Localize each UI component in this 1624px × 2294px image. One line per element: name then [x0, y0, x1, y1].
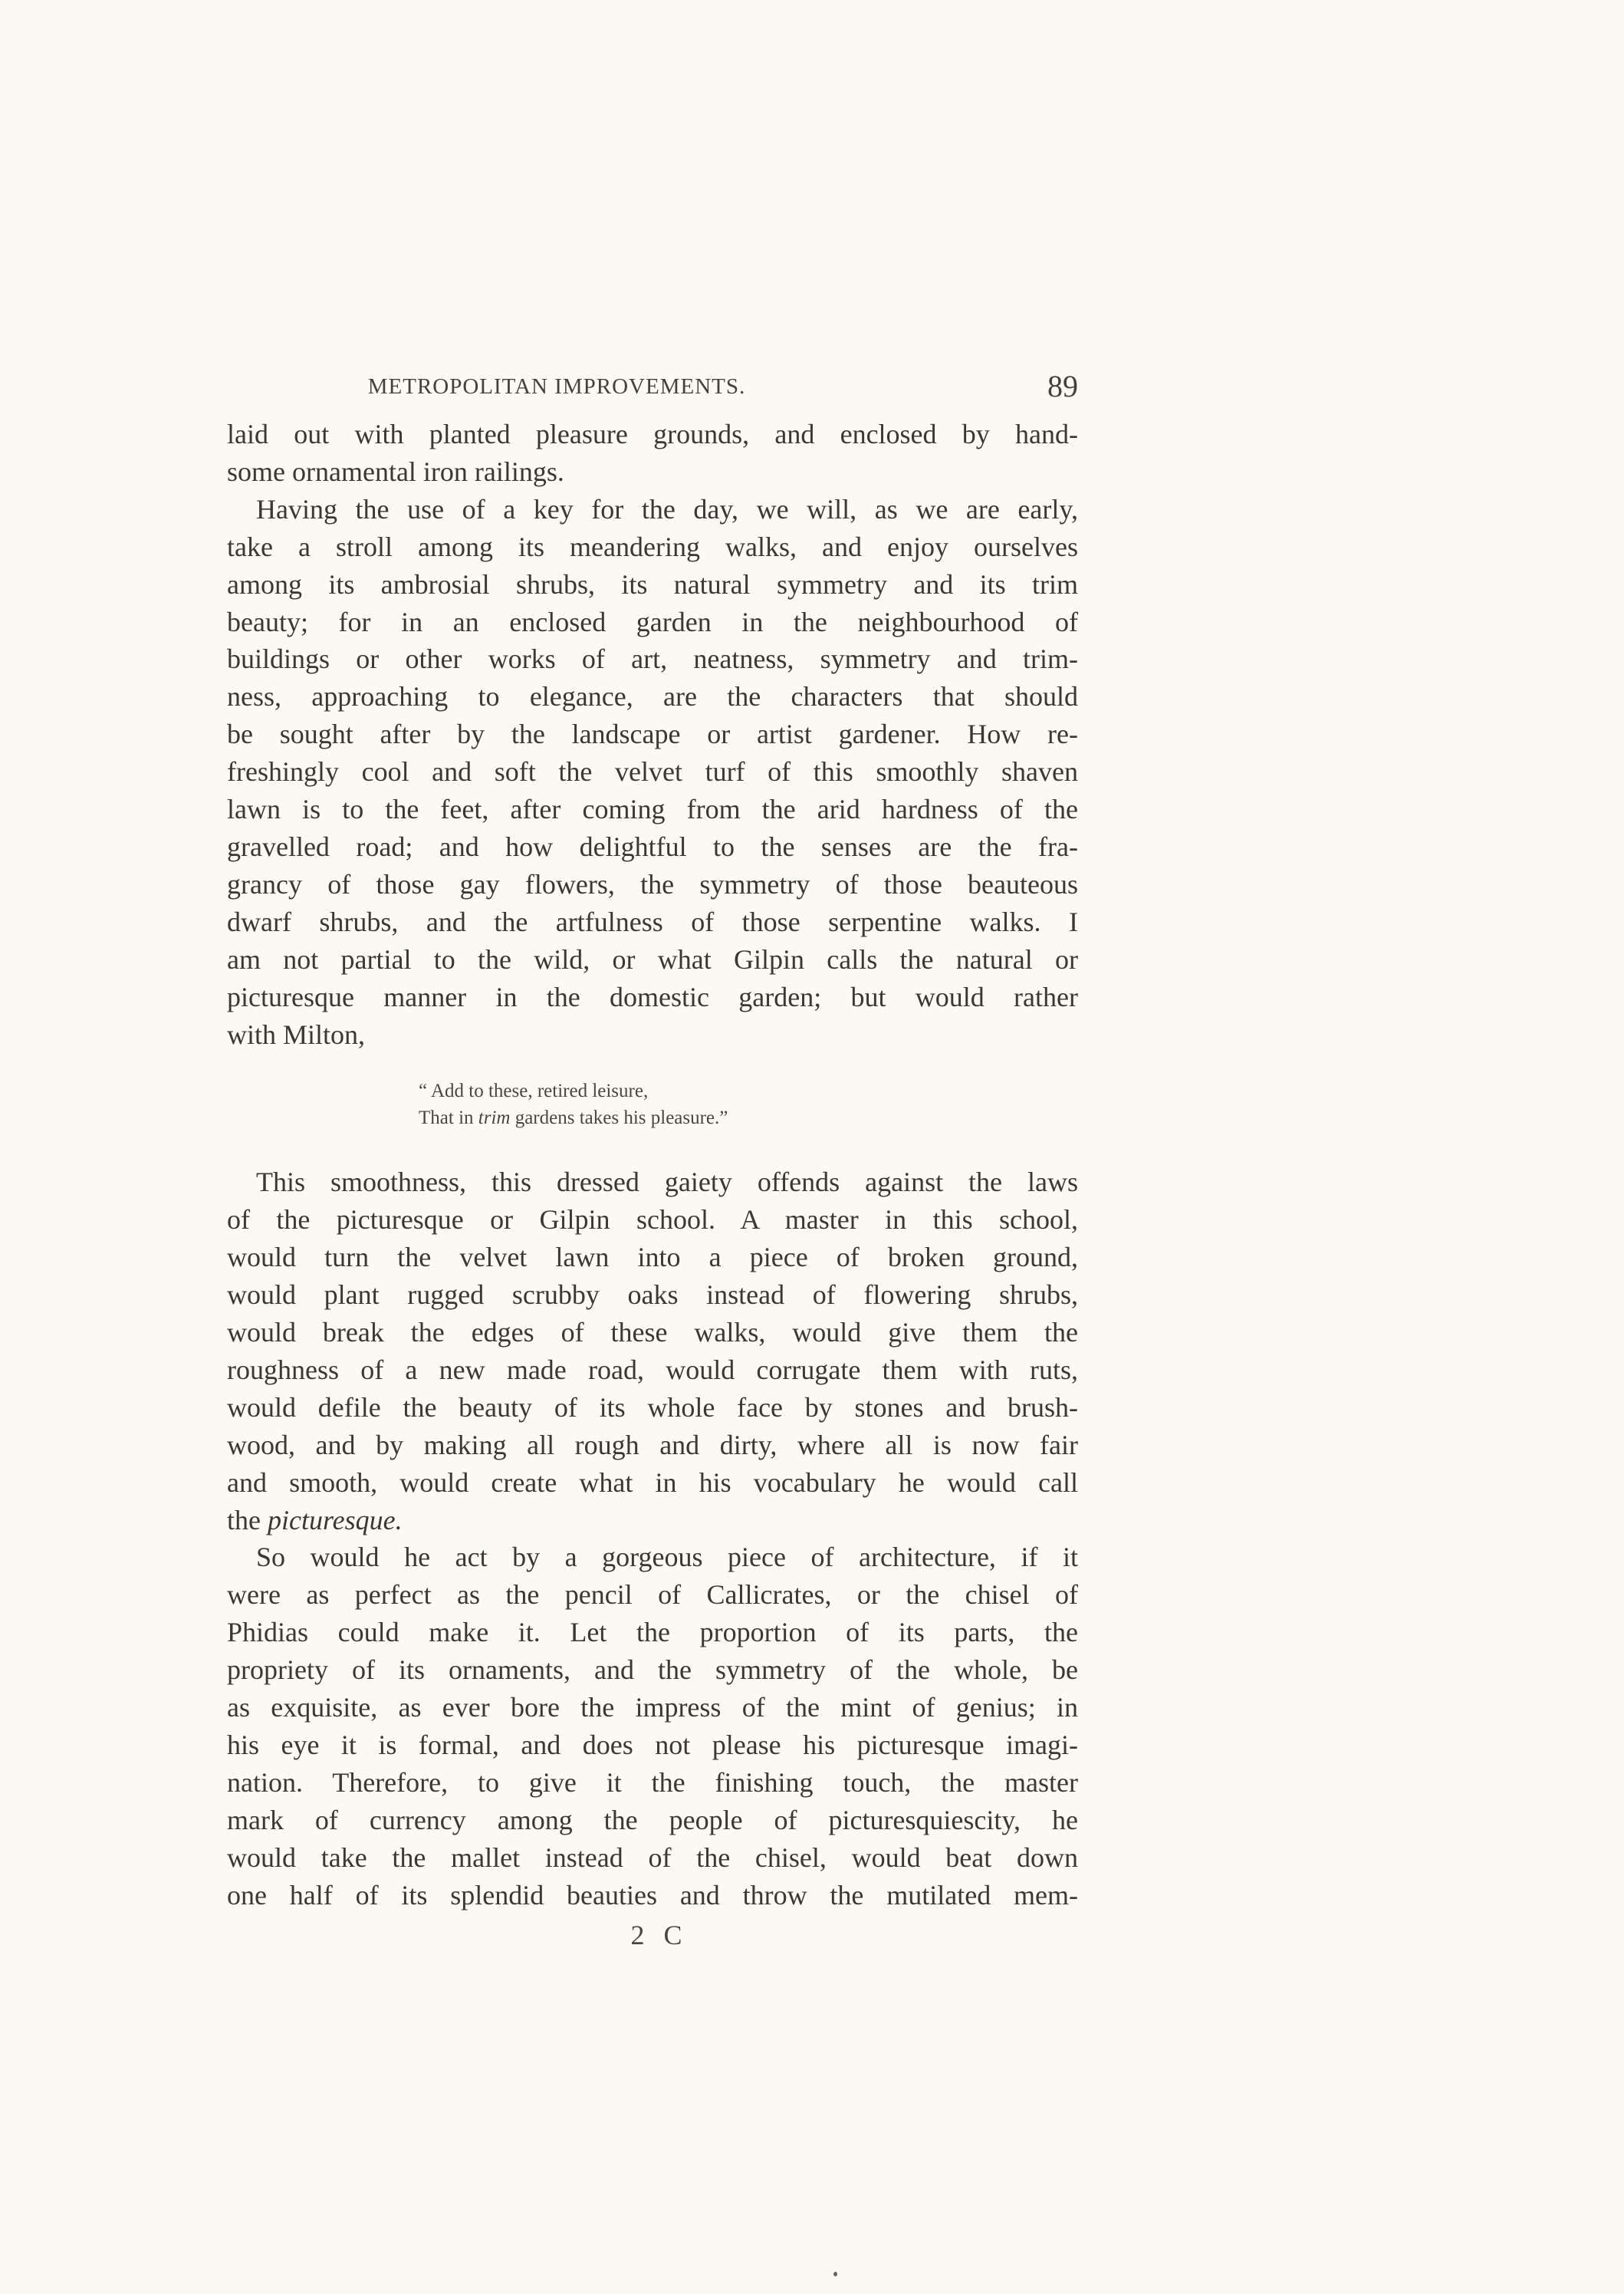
text-line: beauty; for in an enclosed garden in the neighbourhood of	[227, 606, 1078, 637]
text-line	[227, 1502, 1078, 1539]
text-line: dwarf shrubs, and the artfulness of those serpentine walks. I	[227, 906, 1078, 937]
text-line: Phidias could make it. Let the proportion of its parts, the	[227, 1617, 1078, 1648]
verse-quotation	[227, 1078, 1078, 1131]
text-line: would break the edges of these walks, would give them the	[227, 1317, 1078, 1348]
paragraph-4	[227, 1539, 1078, 1914]
text-line: would take the mallet instead of the chisel, would beat down	[227, 1841, 1078, 1873]
text-line: his eye it is formal, and does not please his picturesque imagi-	[227, 1730, 1078, 1760]
text-line: and smooth, would create what in his vocabulary he would call	[227, 1466, 1078, 1498]
text-fragment: the	[227, 1504, 268, 1535]
text-line: Having the use of a key for the day, we will, as we are early,	[256, 493, 1078, 525]
text-line: as exquisite, as ever bore the impress of the mint of genius; in	[227, 1692, 1078, 1723]
text-line: wood, and by making all rough and dirty, where all is now fair	[227, 1429, 1078, 1460]
signature-mark: 2 C	[630, 1920, 689, 1950]
text-line: would plant rugged scrubby oaks instead of flowering shrubs,	[227, 1279, 1078, 1311]
paragraph-1	[227, 416, 1078, 491]
quote-emphasis: trim	[478, 1108, 511, 1129]
text-line: one half of its splendid beauties and throw the mutilated mem-	[227, 1879, 1078, 1911]
quote-line-1: “ Add to these, retired leisure,	[419, 1081, 649, 1102]
text-line: of the picturesque or Gilpin school. A master in this school,	[227, 1204, 1078, 1236]
text-line: among its ambrosial shrubs, its natural symmetry and its trim	[227, 568, 1078, 600]
paragraph-3	[227, 1163, 1078, 1539]
page-number: 89	[1047, 369, 1078, 403]
page-header	[227, 367, 1078, 413]
text-line: am not partial to the wild, or what Gilpin calls the natural or	[227, 943, 1078, 975]
ink-speck	[833, 2272, 837, 2276]
text-line: were as perfect as the pencil of Callicrates, or the chisel of	[227, 1579, 1078, 1611]
running-title: METROPOLITAN IMPROVEMENTS.	[367, 374, 746, 399]
text-line: would defile the beauty of its whole face by stones and brush-	[227, 1391, 1078, 1423]
text-line: picturesque manner in the domestic garden; but would rather	[227, 981, 1078, 1012]
text-line: laid out with planted pleasure grounds, and enclosed by hand-	[227, 419, 1078, 449]
text-line: ness, approaching to elegance, are the characters that should	[227, 681, 1078, 713]
text-line: gravelled road; and how delightful to the senses are the fra-	[227, 831, 1078, 862]
text-line: nation. Therefore, to give it the finishing touch, the master	[227, 1766, 1078, 1798]
italic-term: picturesque.	[267, 1504, 403, 1535]
quote-line-2	[419, 1104, 1078, 1131]
text-line: So would he act by a gorgeous piece of architecture, if it	[256, 1542, 1078, 1573]
text-line: with Milton,	[227, 1019, 366, 1050]
text-line: freshingly cool and soft the velvet turf of this smoothly shaven	[227, 756, 1078, 788]
text-line: lawn is to the feet, after coming from the arid hardness of the	[227, 794, 1078, 825]
text-line: would turn the velvet lawn into a piece of broken ground,	[227, 1242, 1078, 1273]
text-line: mark of currency among the people of picturesquiescity, he	[227, 1804, 1078, 1835]
paragraph-2	[227, 491, 1078, 1054]
quote-text: gardens takes his pleasure.”	[510, 1108, 728, 1129]
text-line: some ornamental iron railings.	[227, 456, 564, 487]
text-line: buildings or other works of art, neatness, symmetry and trim-	[227, 643, 1078, 675]
text-line: grancy of those gay flowers, the symmetry of those beauteous	[227, 868, 1078, 900]
text-line: be sought after by the landscape or artist gardener. How re-	[227, 719, 1078, 750]
quote-text: That in	[419, 1108, 478, 1129]
body-text	[227, 416, 1078, 1914]
text-line: roughness of a new made road, would corrugate them with ruts,	[227, 1354, 1078, 1385]
quote	[227, 1078, 1078, 1131]
text-line: take a stroll among its meandering walks, and enjoy ourselves	[227, 531, 1078, 562]
text-line: propriety of its ornaments, and the symmetry of the whole, be	[227, 1654, 1078, 1686]
text-line: This smoothness, this dressed gaiety offends against the laws	[256, 1167, 1078, 1198]
